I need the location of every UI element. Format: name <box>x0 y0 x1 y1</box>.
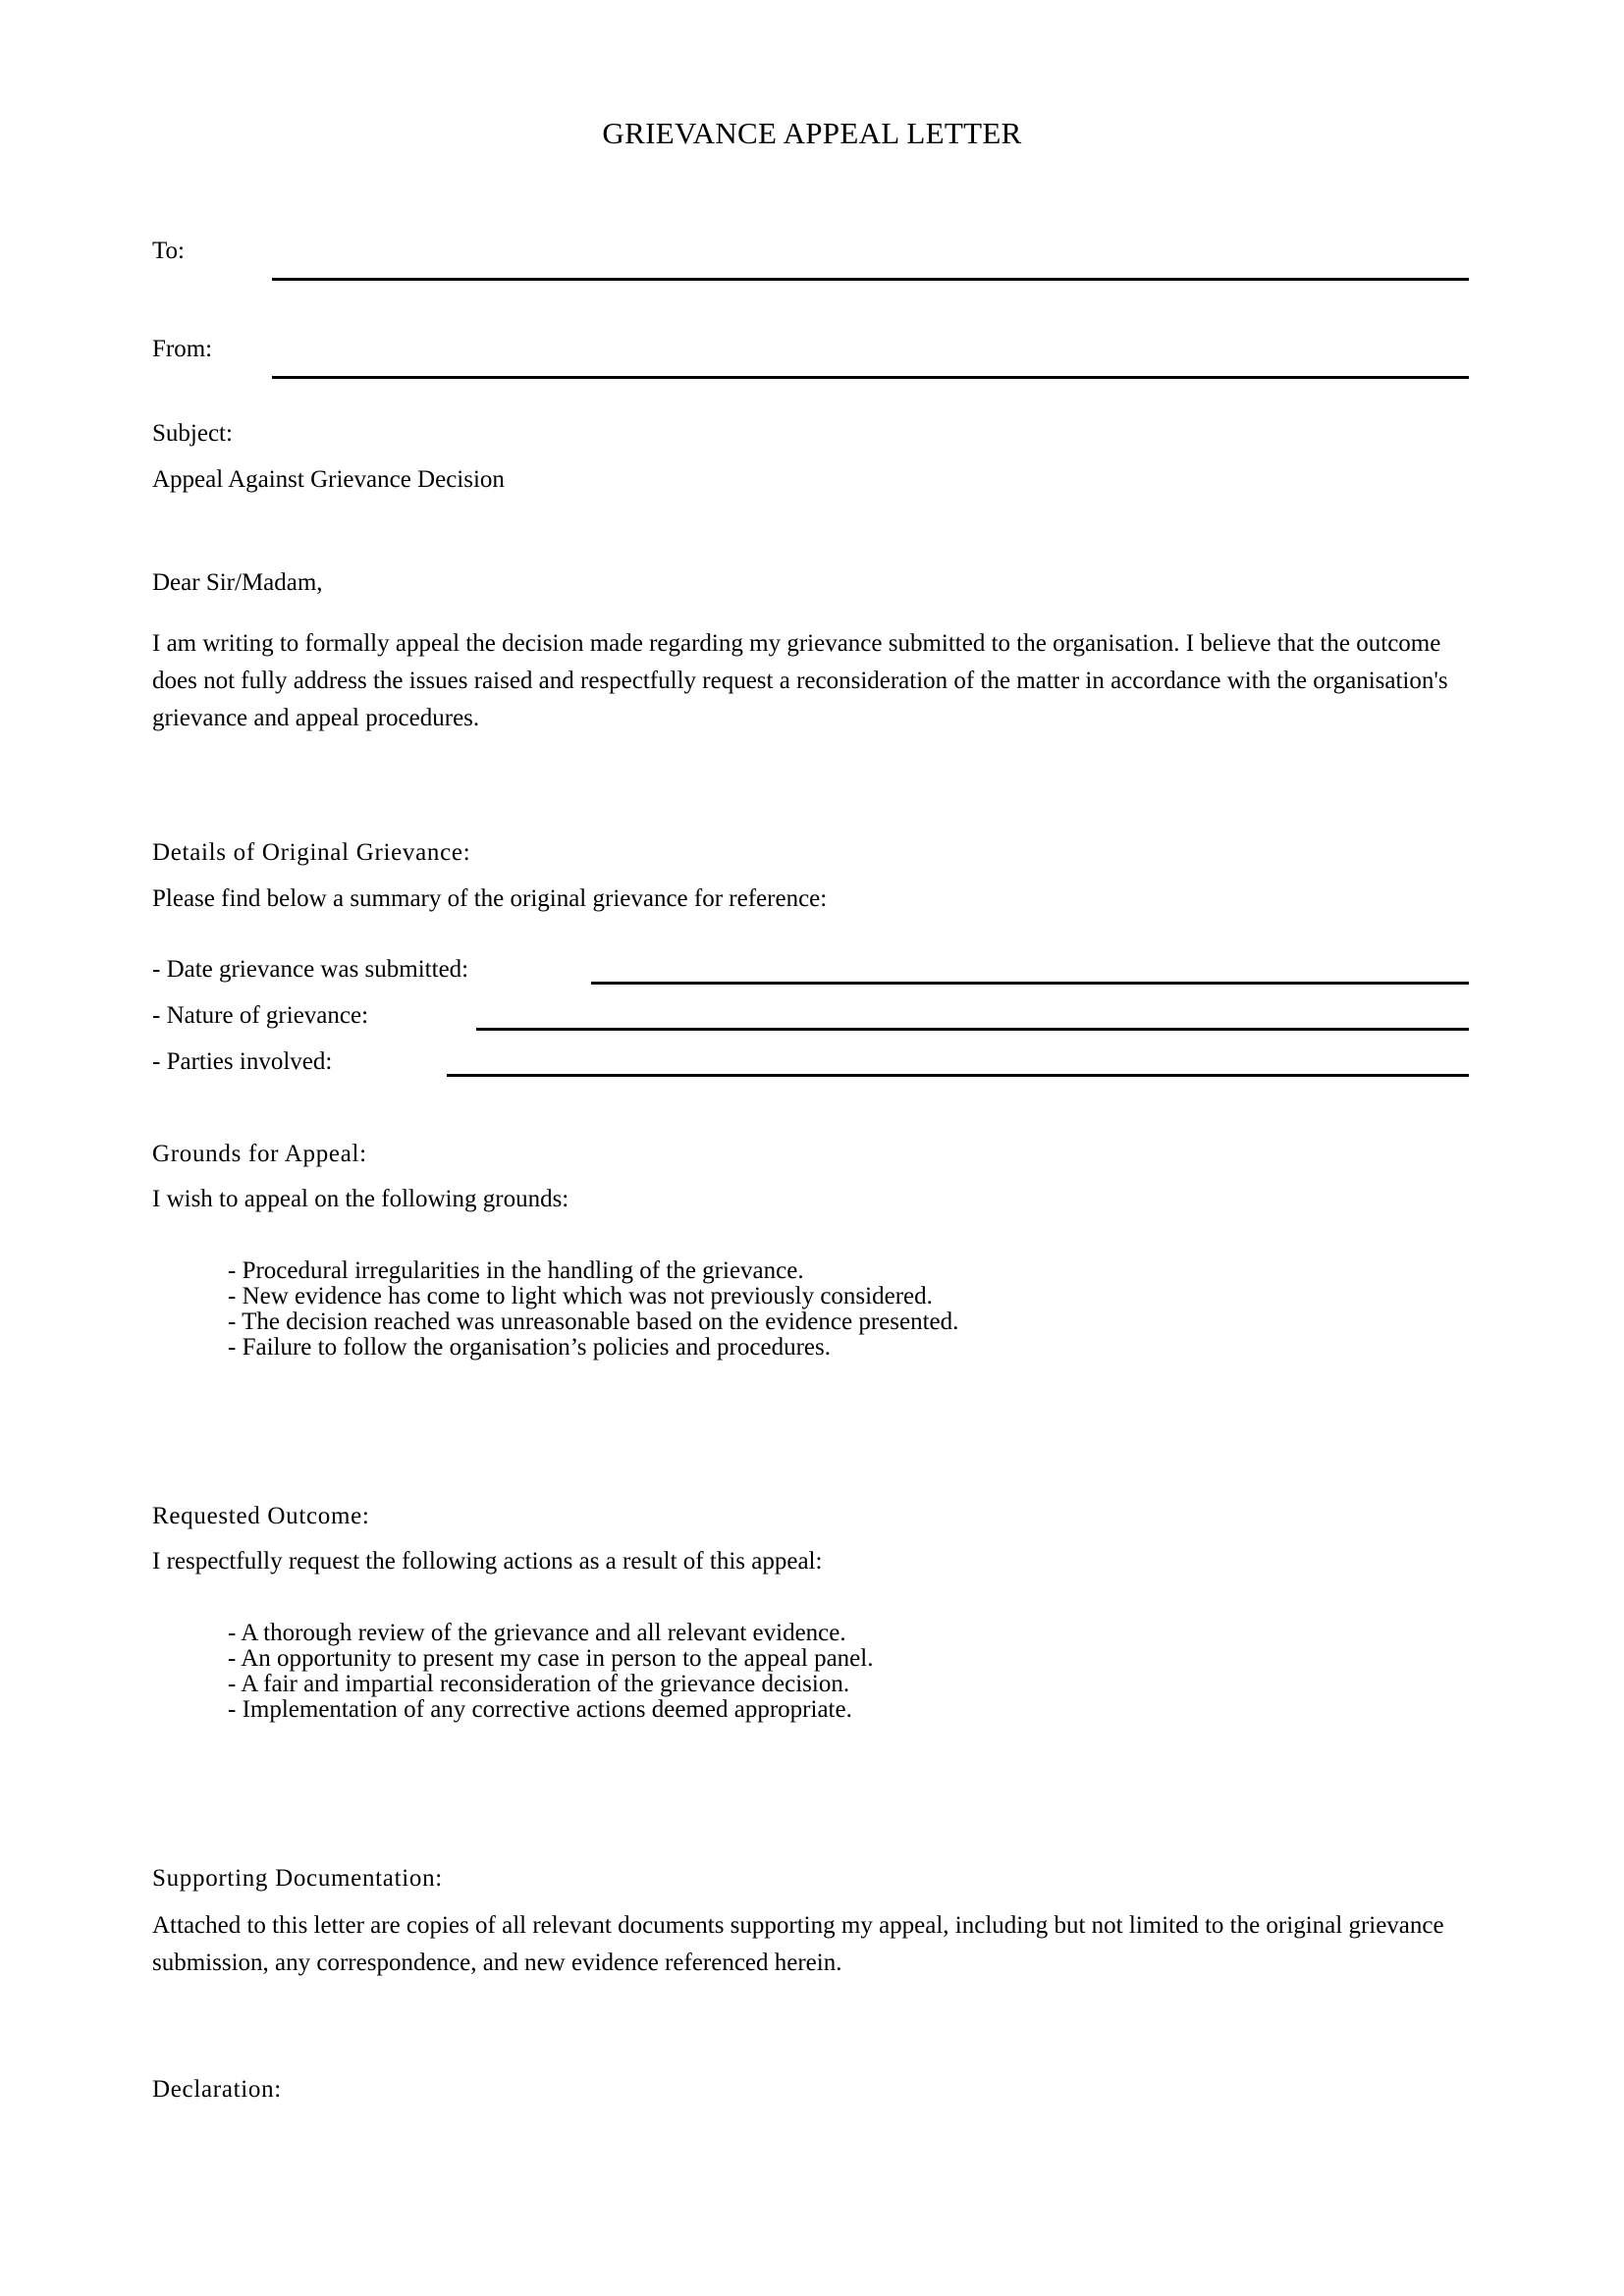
list-item: - Implementation of any corrective actions deemed appropriate. <box>228 1696 852 1723</box>
subject-label: Subject: <box>152 420 233 447</box>
list-item: - Procedural irregularities in the handling of the grievance. <box>228 1257 804 1284</box>
field-label-date-grievance-submitted: - Date grievance was submitted: <box>152 956 469 983</box>
section-heading-declaration: Declaration: <box>152 2076 282 2103</box>
to-field-input-line[interactable] <box>272 278 1469 281</box>
section-body-supporting-documentation: Attached to this letter are copies of all relevant documents supporting my appeal, including but not limited to the original grievance submission, any correspondence, and new evidence referenced herein. <box>152 1912 1444 1976</box>
list-item: - Failure to follow the organisation’s policies and procedures. <box>228 1334 831 1361</box>
section-intro-details-of-original-grievance: Please find below a summary of the original grievance for reference: <box>152 885 828 912</box>
field-input-line-nature-of-grievance[interactable] <box>476 1028 1469 1031</box>
section-intro-requested-outcome: I respectfully request the following actions as a result of this appeal: <box>152 1548 823 1575</box>
section-heading-requested-outcome: Requested Outcome: <box>152 1503 370 1529</box>
field-label-parties-involved: - Parties involved: <box>152 1048 333 1075</box>
list-item: - New evidence has come to light which was not previously considered. <box>228 1283 933 1309</box>
field-input-line-parties-involved[interactable] <box>447 1074 1469 1077</box>
section-heading-grounds-for-appeal: Grounds for Appeal: <box>152 1141 367 1167</box>
section-heading-details-of-original-grievance: Details of Original Grievance: <box>152 839 471 866</box>
list-item: - A thorough review of the grievance and all relevant evidence. <box>228 1620 846 1646</box>
list-item: - An opportunity to present my case in person to the appeal panel. <box>228 1645 874 1672</box>
subject-value: Appeal Against Grievance Decision <box>152 466 505 493</box>
list-item: - The decision reached was unreasonable based on the evidence presented. <box>228 1308 959 1335</box>
list-item: - A fair and impartial reconsideration of the grievance decision. <box>228 1671 850 1697</box>
field-label-nature-of-grievance: - Nature of grievance: <box>152 1002 369 1029</box>
from-field-label: From: <box>152 336 213 362</box>
from-field-input-line[interactable] <box>272 376 1469 379</box>
page-title: GRIEVANCE APPEAL LETTER <box>602 116 1022 150</box>
section-intro-grounds-for-appeal: I wish to appeal on the following grounds: <box>152 1186 569 1212</box>
field-input-line-date-grievance-submitted[interactable] <box>591 982 1469 985</box>
salutation: Dear Sir/Madam, <box>152 569 323 596</box>
to-field-label: To: <box>152 238 185 264</box>
intro-paragraph: I am writing to formally appeal the decision made regarding my grievance submitted to the organisation. I believe that the outcome does not fully address the issues raised and respectfully request a reconsideration of the matter in accordance with the organisation's grievance and appeal procedures. <box>152 630 1448 731</box>
section-heading-supporting-documentation: Supporting Documentation: <box>152 1865 443 1892</box>
